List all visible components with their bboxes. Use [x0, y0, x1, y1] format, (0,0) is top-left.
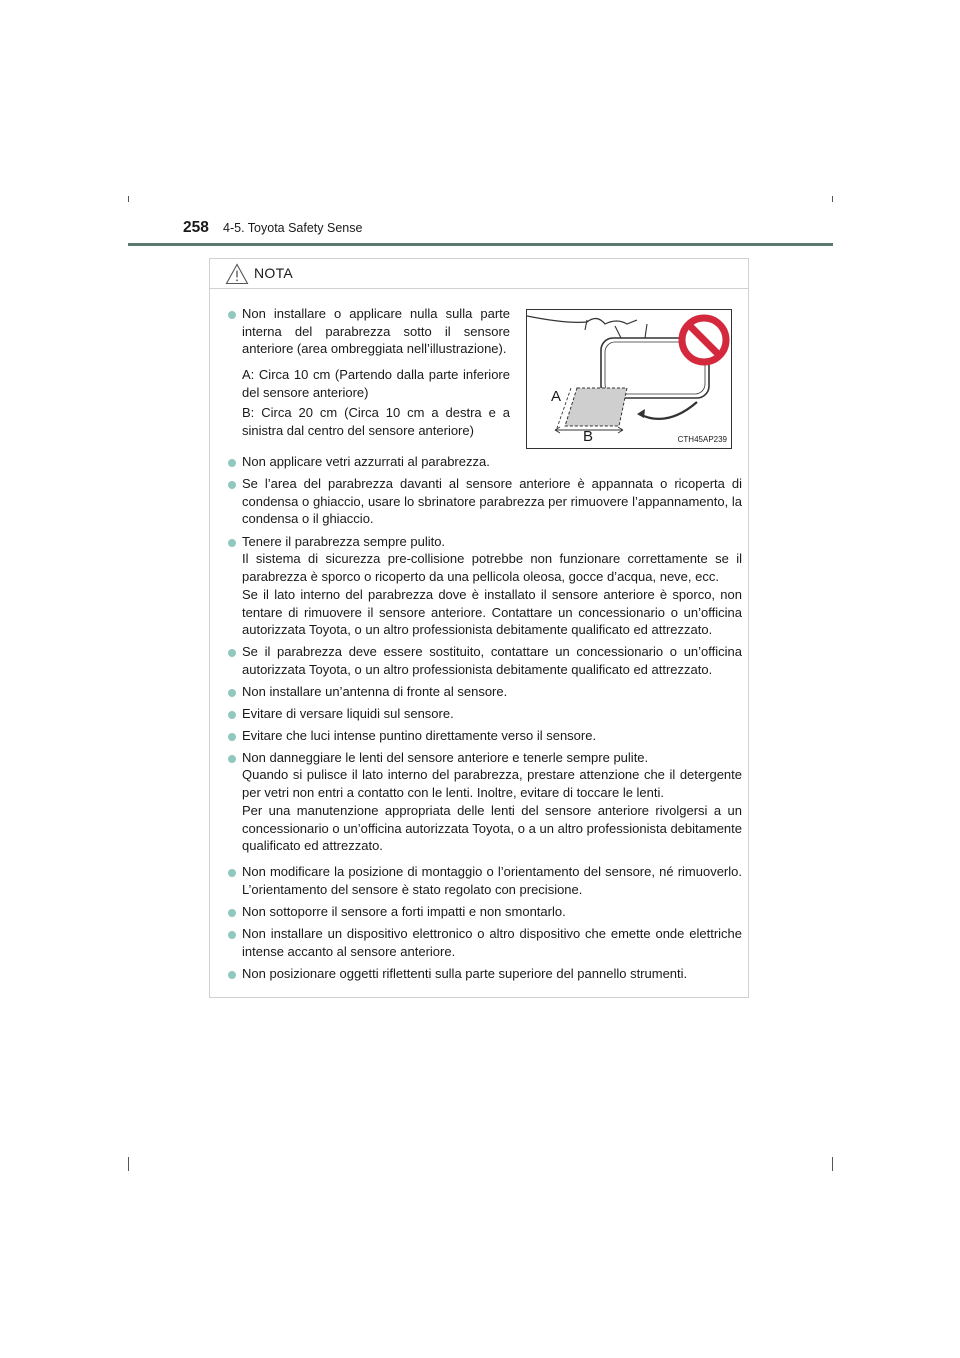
- bullet-item: Non sottoporre il sensore a forti impatti e non smontarlo.: [242, 904, 566, 919]
- bullet-dot: [228, 755, 236, 763]
- crop-mark: [832, 196, 833, 202]
- bullet-dot: [228, 733, 236, 741]
- bullet-item: Non modificare la posizione di montaggio o l’orientamento del sensore, né rimuoverlo. L’orientamento del sensore è stato regolato con precisione.: [242, 864, 742, 897]
- bullet-dot: [228, 971, 236, 979]
- intro-bullet: Non installare o applicare nulla sulla parte interna del parabrezza sotto il sensore anteriore (area ombreggiata nell’illustrazione).: [242, 306, 510, 356]
- note-title: NOTA: [254, 265, 294, 281]
- bullet-dot: [228, 539, 236, 547]
- sensor-illustration: [526, 309, 732, 449]
- crop-mark: [832, 1157, 833, 1171]
- bullet-item: Non applicare vetri azzurrati al parabrezza.: [242, 454, 490, 469]
- crop-mark: [128, 1157, 129, 1171]
- bullet-item: Non installare un dispositivo elettronico o altro dispositivo che emette onde elettriche intense accanto al sensore anteriore.: [242, 926, 742, 959]
- bullet-item: Evitare di versare liquidi sul sensore.: [242, 706, 454, 721]
- figure-code: CTH45AP239: [677, 435, 727, 444]
- bullet-dot: [228, 711, 236, 719]
- bullet-dot: [228, 909, 236, 917]
- note-header: [210, 259, 748, 289]
- bullet-dot: [228, 459, 236, 467]
- bullet-dot: [228, 311, 236, 319]
- bullet-dot: [228, 689, 236, 697]
- clean-paragraph-1: Il sistema di sicurezza pre-collisione potrebbe non funzionare correttamente se il parabrezza è sporco o ricoperto da una pellicola oleosa, gocce d’acqua, neve, ecc.: [242, 551, 742, 584]
- bullet-item: Non danneggiare le lenti del sensore anteriore e tenerle sempre pulite.: [242, 750, 649, 765]
- crop-mark: [128, 196, 129, 202]
- bullet-item: Se il parabrezza deve essere sostituito, contattare un concessionario o un’officina autorizzata Toyota, o un altro professionista debitamente qualificato ed attrezzato.: [242, 644, 742, 677]
- bullet-dot: [228, 869, 236, 877]
- header-rule: [128, 243, 833, 246]
- warning-icon: [225, 263, 249, 285]
- intro-a: A: Circa 10 cm (Partendo dalla parte inferiore del sensore anteriore): [242, 367, 510, 400]
- page-number: 258: [183, 219, 209, 236]
- note-box: [209, 258, 749, 998]
- bullet-dot: [228, 481, 236, 489]
- bullet-dot: [228, 649, 236, 657]
- lens-paragraph-1: Quando si pulisce il lato interno del parabrezza, prestare attenzione che il detergente per vetri non entri a contatto con le lenti. Inoltre, evitare di toccare le lenti.: [242, 767, 742, 800]
- label-a: A: [551, 388, 562, 405]
- windshield-drawing: [527, 310, 731, 448]
- intro-b: B: Circa 20 cm (Circa 10 cm a destra e a sinistra dal centro del sensore anteriore): [242, 405, 510, 438]
- bullet-item: Se l’area del parabrezza davanti al sensore anteriore è appannata o ricoperta di condensa o ghiaccio, usare lo sbrinatore parabrezza per rimuovere l’appannamento, la condensa o il ghiaccio.: [242, 476, 742, 526]
- lens-paragraph-2: Per una manutenzione appropriata delle lenti del sensore anteriore rivolgersi a un concessionario o un’officina autorizzata Toyota, o a un altro professionista debitamente qualificato ed attrezzato.: [242, 803, 742, 853]
- bullet-item: Evitare che luci intense puntino direttamente verso il sensore.: [242, 728, 597, 743]
- bullet-item: Tenere il parabrezza sempre pulito.: [242, 534, 446, 549]
- bullet-item: Non posizionare oggetti riflettenti sulla parte superiore del pannello strumenti.: [242, 966, 688, 981]
- bullet-item: Non installare un’antenna di fronte al sensore.: [242, 684, 508, 699]
- section-title: 4-5. Toyota Safety Sense: [223, 221, 363, 235]
- label-b: B: [583, 428, 594, 445]
- clean-paragraph-2: Se il lato interno del parabrezza dove è installato il sensore anteriore è sporco, non tentare di rimuovere il sensore anteriore. Contattare un concessionario o un’officina autorizzata Toyota, o un altro professionista debitamente qualificato ed attrezzato.: [242, 587, 742, 637]
- bullet-dot: [228, 931, 236, 939]
